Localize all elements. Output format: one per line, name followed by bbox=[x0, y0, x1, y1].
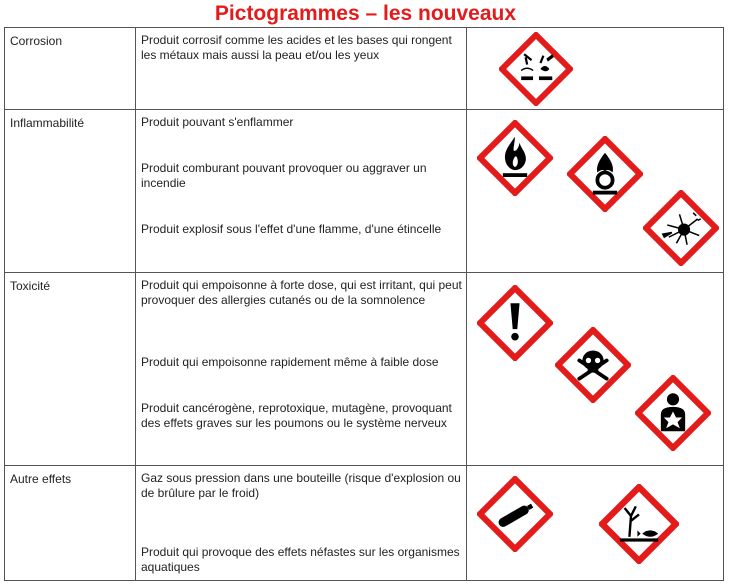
corrosion-icon bbox=[499, 32, 573, 106]
environment-icon bbox=[599, 484, 679, 564]
flame-over-circle-icon bbox=[567, 136, 643, 212]
description-flammable: Produit pouvant s'enflammer bbox=[141, 115, 294, 129]
category-inflammabilite: Inflammabilité bbox=[5, 110, 136, 273]
description-gas-pressure: Gaz sous pression dans une bouteille (risque d'explosion ou de brûlure par le froid) bbox=[141, 471, 461, 500]
category-autre-effets: Autre effets bbox=[5, 466, 136, 581]
table-row-inflammabilite bbox=[5, 110, 724, 273]
exclamation-mark-icon bbox=[477, 285, 553, 361]
description-corrosive: Produit corrosif comme les acides et les bases qui rongent les métaux mais aussi la peau et/ou les yeux bbox=[141, 33, 452, 62]
skull-crossbones-icon bbox=[555, 327, 631, 403]
table-row-autre-effets bbox=[5, 466, 724, 581]
description-acute-toxic: Produit qui empoisonne rapidement même à faible dose bbox=[141, 355, 439, 369]
category-toxicite: Toxicité bbox=[5, 273, 136, 466]
description-harmful: Produit qui empoisonne à forte dose, qui est irritant, qui peut provoquer des allergies cutanés ou de la somnolence bbox=[141, 278, 462, 307]
table-row-toxicite bbox=[5, 273, 724, 466]
description-oxidizing: Produit comburant pouvant provoquer ou aggraver un incendie bbox=[141, 161, 427, 190]
description-environment: Produit qui provoque des effets néfastes sur les organismes aquatiques bbox=[141, 545, 460, 574]
table-row-corrosion bbox=[5, 28, 724, 110]
page-title: Pictogrammes – les nouveaux bbox=[214, 2, 517, 25]
health-hazard-icon bbox=[635, 375, 711, 451]
gas-cylinder-icon bbox=[477, 476, 553, 552]
flame-icon bbox=[477, 120, 553, 196]
pictogram-table bbox=[4, 27, 724, 581]
description-health-hazard: Produit cancérogène, reprotoxique, mutagène, provoquant des effets graves sur les poumons ou le système nerveux bbox=[141, 401, 452, 430]
category-corrosion: Corrosion bbox=[5, 28, 136, 110]
exploding-bomb-icon bbox=[643, 190, 719, 266]
description-explosive: Produit explosif sous l'effet d'une flamme, d'une étincelle bbox=[141, 222, 442, 236]
